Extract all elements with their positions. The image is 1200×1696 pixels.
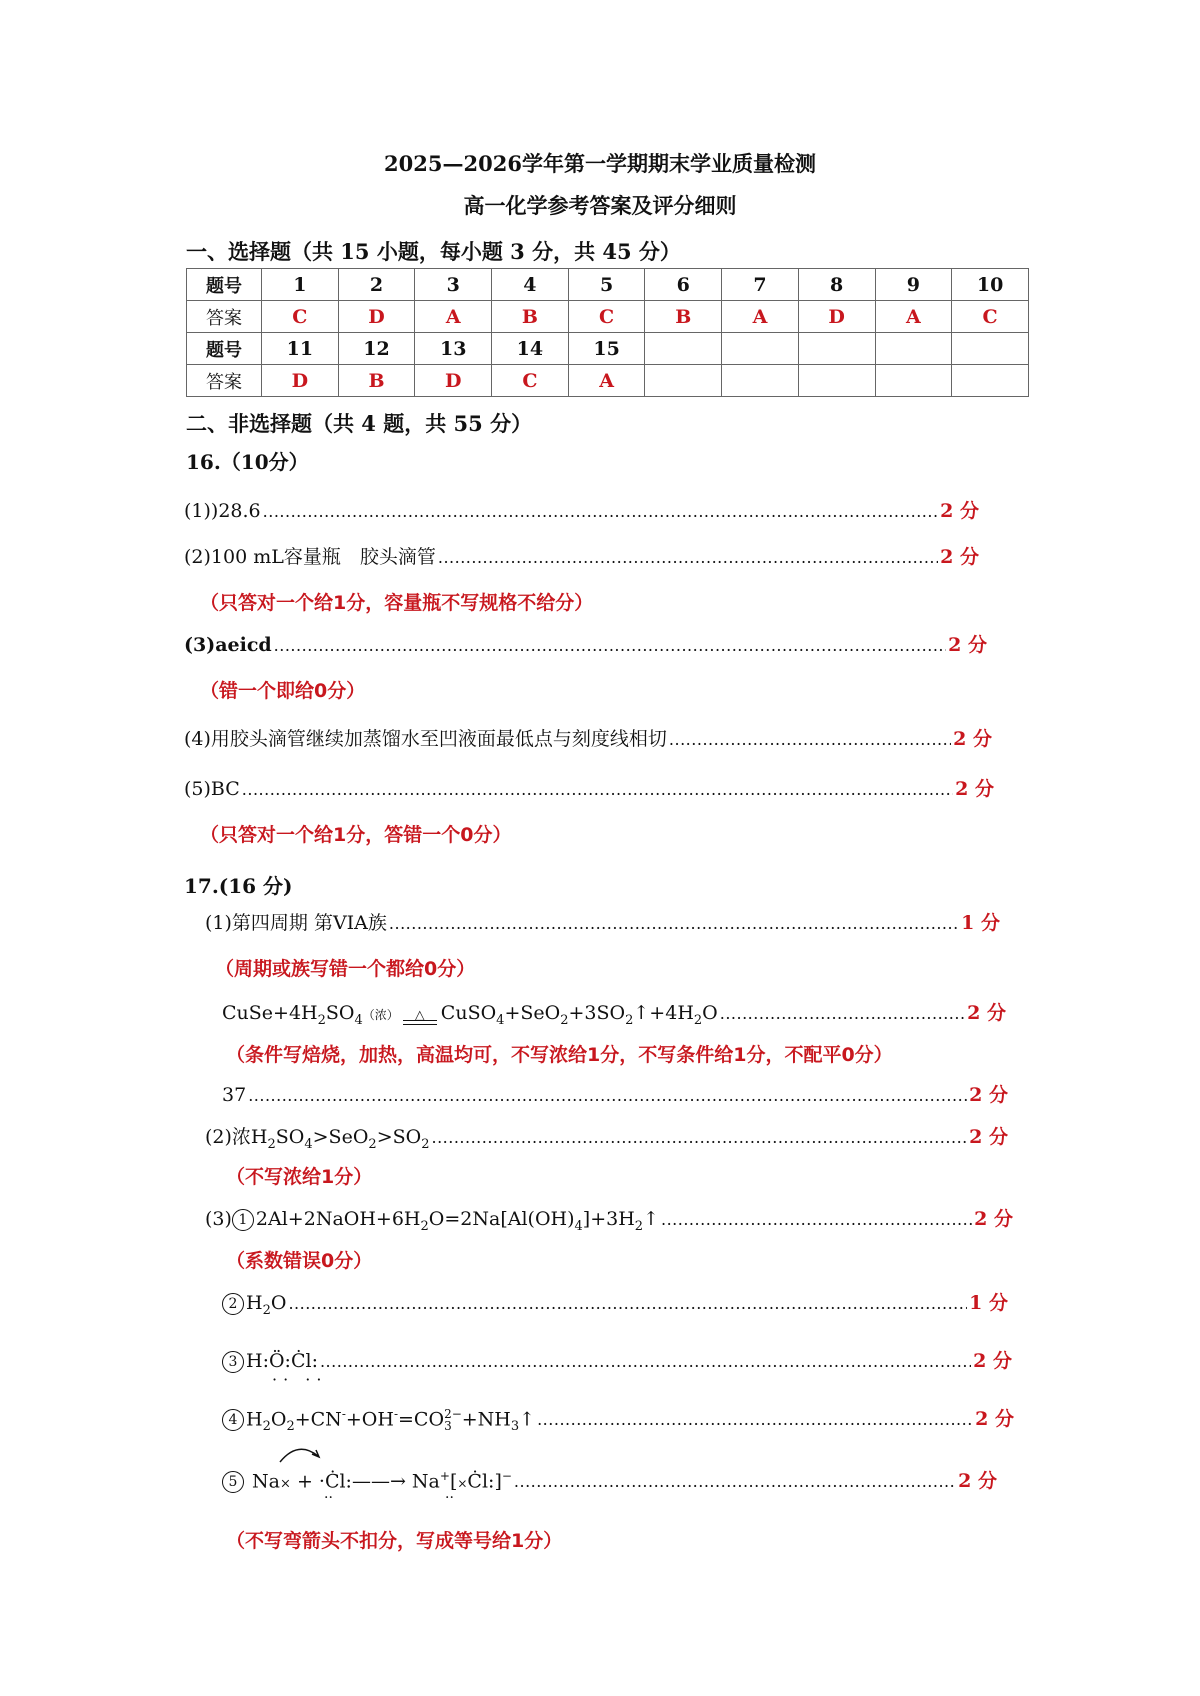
q16-answer-2	[184, 542, 979, 571]
table-row	[187, 301, 1029, 333]
electron-dots: ·· ··	[272, 1370, 328, 1389]
q17-answer-3-1	[205, 1204, 1013, 1234]
q17-equation	[222, 998, 1006, 1028]
question-number: 10	[952, 269, 1029, 301]
answer-cell: C	[952, 301, 1029, 333]
score: 1 分	[961, 912, 1000, 934]
q16-note-2: （只答对一个给1分，容量瓶不写规格不给分）	[200, 592, 594, 614]
q17-note-3-5: （不写弯箭头不扣分，写成等号给1分）	[226, 1530, 563, 1552]
leader-dots	[537, 1408, 973, 1433]
electron-dots: ··	[445, 1490, 454, 1506]
answer-cell: C	[262, 301, 339, 333]
q17-note-eq: （条件写焙烧，加热，高温均可，不写浓给1分，不写条件给1分，不配平0分）	[226, 1044, 893, 1066]
answer-cell: C	[492, 365, 569, 397]
answer-text: (4)用胶头滴管继续加蒸馏水至凹液面最低点与刻度线相切	[184, 728, 667, 750]
answer-cell: C	[568, 301, 645, 333]
leader-dots	[242, 778, 953, 803]
answer-cell: B	[645, 301, 722, 333]
question-number	[722, 333, 799, 365]
q17-answer-2	[205, 1122, 1008, 1152]
row-label: 答案	[187, 301, 262, 333]
circled-number-icon: 1	[232, 1209, 254, 1231]
score: 2 分	[973, 1350, 1012, 1372]
score: 2 分	[940, 546, 979, 568]
q17-note-3-1: （系数错误0分）	[226, 1250, 373, 1272]
answer-cell	[645, 365, 722, 397]
document-subtitle: 高一化学参考答案及评分细则	[463, 193, 737, 218]
answer-text: (3)aeicd	[184, 634, 272, 656]
question-number	[645, 333, 722, 365]
q17-answer-3-2	[222, 1288, 1008, 1318]
score: 2 分	[948, 634, 987, 656]
q16-note-3: （错一个即给0分）	[200, 680, 366, 702]
score: 2 分	[940, 500, 979, 522]
answer-text: (1)第四周期 第VIA族	[205, 912, 387, 934]
leader-dots	[661, 1208, 972, 1233]
answer-cell: A	[568, 365, 645, 397]
answer-cell: B	[338, 365, 415, 397]
table-row	[187, 269, 1029, 301]
row-label: 答案	[187, 365, 262, 397]
circled-number-icon: 4	[222, 1409, 244, 1431]
question-number: 5	[568, 269, 645, 301]
row-label: 题号	[187, 333, 262, 365]
answer-cell	[798, 365, 875, 397]
score: 2 分	[967, 1002, 1006, 1024]
q17-note-1: （周期或族写错一个都给0分）	[215, 958, 476, 980]
leader-dots	[274, 634, 946, 659]
question-number: 7	[722, 269, 799, 301]
question-number: 6	[645, 269, 722, 301]
q16-answer-3	[184, 630, 987, 659]
answer-cell: A	[722, 301, 799, 333]
q16-answer-5	[184, 774, 994, 803]
score: 2 分	[953, 728, 992, 750]
q17-answer-3-3	[222, 1346, 1012, 1375]
curved-arrow-icon	[276, 1442, 326, 1464]
q17-note-2: （不写浓给1分）	[226, 1166, 373, 1188]
score: 2 分	[969, 1126, 1008, 1148]
section2-heading: 二、非选择题（共 4 题，共 55 分）	[186, 411, 533, 436]
question-number: 12	[338, 333, 415, 365]
table-row	[187, 365, 1029, 397]
answer-text: 3 H:Ö:Ċl:	[222, 1350, 318, 1373]
leader-dots	[263, 500, 939, 525]
leader-dots	[248, 1084, 967, 1109]
document-title: 2025—2026学年第一学期期末学业质量检测	[384, 151, 816, 176]
score: 2 分	[955, 778, 994, 800]
leader-dots	[514, 1470, 956, 1495]
question-number: 1	[262, 269, 339, 301]
question-number: 13	[415, 333, 492, 365]
answer-cell: D	[338, 301, 415, 333]
question-number: 4	[492, 269, 569, 301]
question-number: 15	[568, 333, 645, 365]
answer-text: (1))28.6	[184, 500, 261, 522]
question-number	[952, 333, 1029, 365]
answer-cell	[722, 365, 799, 397]
leader-dots	[389, 912, 959, 937]
answer-cell: D	[798, 301, 875, 333]
leader-dots	[320, 1350, 971, 1375]
q17-answer-3-4	[222, 1404, 1014, 1434]
circled-number-icon: 2	[222, 1293, 244, 1315]
answer-cell	[952, 365, 1029, 397]
answer-text: 2 $H_2O$	[222, 1292, 286, 1318]
row-label: 题号	[187, 269, 262, 301]
answer-cell: D	[262, 365, 339, 397]
score: 1 分	[969, 1292, 1008, 1314]
q16-answer-4	[184, 724, 992, 753]
score: 2 分	[974, 1208, 1013, 1230]
answer-text: (2)100 mL容量瓶 胶头滴管	[184, 546, 436, 568]
leader-dots	[288, 1292, 967, 1317]
answer-cell	[875, 365, 952, 397]
circled-number-icon: 3	[222, 1351, 244, 1373]
section1-heading: 一、选择题（共 15 小题，每小题 3 分，共 45 分）	[186, 239, 681, 264]
answer-table	[186, 268, 1029, 397]
q16-title: 16.（10分）	[186, 450, 309, 474]
answer-text: 4 $H_2O_2+CN^-+OH^-=CO$ 2− 3 $+NH_3↑$	[222, 1407, 535, 1434]
leader-dots	[669, 728, 951, 753]
question-number: 14	[492, 333, 569, 365]
answer-cell: B	[492, 301, 569, 333]
score: 2 分	[969, 1084, 1008, 1106]
leader-dots	[438, 546, 938, 571]
electron-dots: ··	[324, 1490, 333, 1506]
question-number: 8	[798, 269, 875, 301]
score: 2 分	[975, 1408, 1014, 1430]
question-number: 9	[875, 269, 952, 301]
question-number: 2	[338, 269, 415, 301]
q17-answer-3-5	[222, 1466, 997, 1495]
question-number: 3	[415, 269, 492, 301]
table-row	[187, 333, 1029, 365]
circled-number-icon: 5	[222, 1471, 244, 1493]
q17-answer-1	[205, 908, 1000, 937]
question-number: 11	[262, 333, 339, 365]
answer-text: 37	[222, 1084, 247, 1106]
q17-title: 17.(16 分)	[184, 874, 293, 898]
answer-text: (2)浓$H_2SO_4>SeO_2>SO_2$	[205, 1126, 430, 1152]
answer-text: (3) 1 $2Al+2NaOH+6H_2O=2Na[Al(OH)_4]+3H_2↑$	[205, 1208, 659, 1234]
answer-cell: D	[415, 365, 492, 397]
q17-answer-37	[222, 1080, 1008, 1109]
q16-answer-1	[184, 496, 979, 525]
leader-dots	[431, 1126, 967, 1151]
answer-cell: A	[415, 301, 492, 333]
score: 2 分	[958, 1470, 997, 1492]
answer-cell: A	[875, 301, 952, 333]
question-number	[798, 333, 875, 365]
answer-text: (5)BC	[184, 778, 240, 800]
equation-text: $CuSe+4H_2SO_4$（浓） △ $CuSO_4+SeO_2+3SO_2↑+4H_2O$	[222, 1002, 718, 1028]
question-number	[875, 333, 952, 365]
leader-dots	[720, 1002, 965, 1027]
answer-text: 5 Na× + ·Ċl:——→ Na+[×Ċl:]−	[222, 1469, 512, 1493]
q16-note-5: （只答对一个给1分，答错一个0分）	[200, 824, 512, 846]
